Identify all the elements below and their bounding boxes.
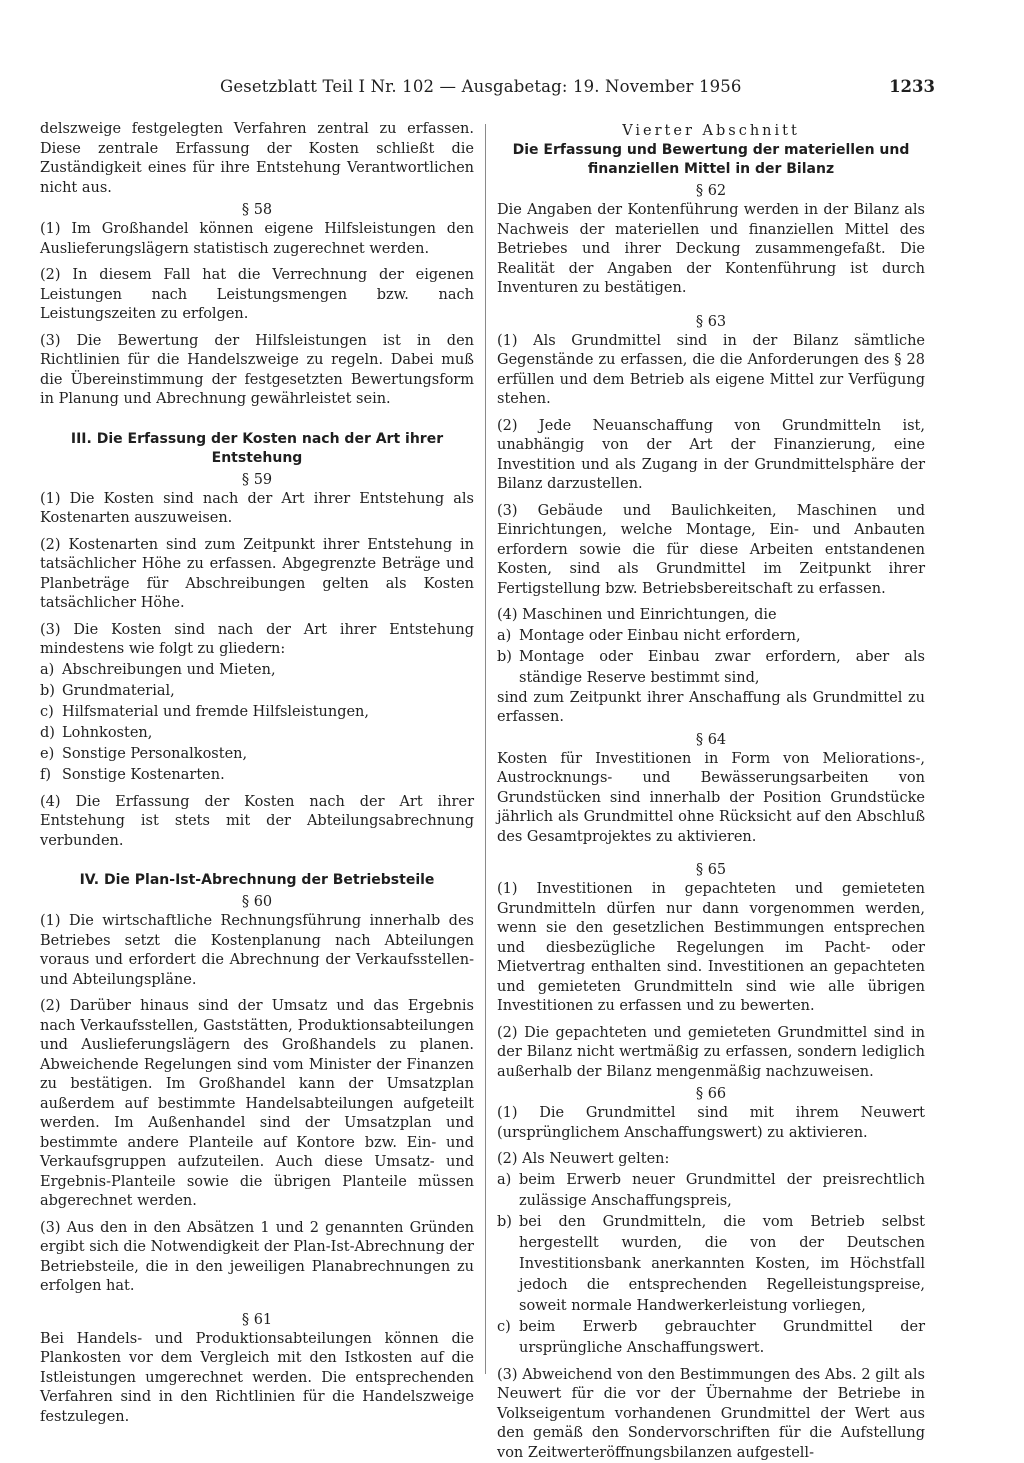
section-heading-62: § 62: [497, 182, 925, 201]
part-title: Die Erfassung und Bewertung der materiellen und finanziellen Mittel in der Bilanz: [497, 141, 925, 179]
paragraph: (2) Als Neuwert gelten:: [497, 1150, 925, 1170]
paragraph: (3) Die Kosten sind nach der Art ihrer Entstehung mindestens wie folgt zu gliedern:: [40, 621, 474, 660]
page-number: 1233: [889, 77, 935, 96]
section-heading-61: § 61: [40, 1311, 474, 1330]
list-item: f) Sonstige Kostenarten.: [40, 765, 474, 786]
section-heading-64: § 64: [497, 731, 925, 750]
header-title: Gesetzblatt Teil I Nr. 102 — Ausgabetag: 19. November 1956: [220, 77, 742, 96]
list-59: [40, 660, 474, 786]
paragraph: (4) Maschinen und Einrichtungen, die: [497, 606, 925, 626]
paragraph: (4) Die Erfassung der Kosten nach der Art ihrer Entstehung ist stets mit der Abteilungsabrechnung verbunden.: [40, 793, 474, 852]
paragraph: (2) Die gepachteten und gemieteten Grundmittel sind in der Bilanz nicht wertmäßig zu erfassen, sondern lediglich außerhalb der Bilanz mengenmäßig nachzuweisen.: [497, 1024, 925, 1083]
paragraph: (2) Jede Neuanschaffung von Grundmitteln ist, unabhängig von der Art der Finanzierung, eine Investition und als Zugang in der Grundmittelsphäre der Bilanz darzustellen.: [497, 417, 925, 495]
paragraph: (3) Abweichend von den Bestimmungen des Abs. 2 gilt als Neuwert für die vor der Übernahme der Betriebe in Volkseigentum vorhandenen Grundmittel der Wert aus den gemäß den Sondervorschriften für die Aufstellung von Zeitwerteröffnungsbilanzen aufgestell-: [497, 1366, 925, 1463]
column-divider: [485, 124, 486, 1374]
section-heading-60: § 60: [40, 893, 474, 912]
paragraph: (2) In diesem Fall hat die Verrechnung der eigenen Leistungen nach Leistungsmengen bzw. nach Leistungszeiten zu erfolgen.: [40, 266, 474, 325]
chapter-heading-iv: IV. Die Plan-Ist-Abrechnung der Betriebsteile: [40, 871, 474, 890]
section-heading-63: § 63: [497, 313, 925, 332]
list-item: a) Montage oder Einbau nicht erfordern,: [497, 626, 925, 647]
page-header: [40, 77, 970, 101]
list-63: [497, 626, 925, 689]
list-item: b) Grundmaterial,: [40, 681, 474, 702]
part-heading: Vierter Abschnitt: [497, 122, 925, 141]
paragraph: (2) Darüber hinaus sind der Umsatz und das Ergebnis nach Verkaufsstellen, Gaststätten, Produktionsabteilungen und Auslieferungslägern des Großhandels zu planen. Abweichende Regelungen sind vom Minister der Finanzen zu bestätigen. Im Großhandel kann der Umsatzplan außerdem auf bestimmte Handelsabteilungen aufgeteilt werden. Im Außenhandel sind der Umsatzplan und bestimmte andere Planteile auf Kontore bzw. Ein- und Verkaufsgruppen aufzuteilen. Auch diese Umsatz- und Ergebnis-Planteile sowie die übrigen Planteile müssen abgerechnet werden.: [40, 997, 474, 1212]
paragraph: Kosten für Investitionen in Form von Meliorations-, Austrocknungs- und Bewässerungsarbeiten von Grundstücken sind innerhalb der Position Grundstücke jährlich als Grundmittel ohne Rücksicht auf den Abschluß des Gesamtprojektes zu aktivieren.: [497, 750, 925, 848]
paragraph: (1) Die Kosten sind nach der Art ihrer Entstehung als Kostenarten auszuweisen.: [40, 490, 474, 529]
list-66: [497, 1170, 925, 1359]
right-column: [497, 120, 925, 1463]
list-item: b) Montage oder Einbau zwar erfordern, aber als ständige Reserve bestimmt sind,: [497, 647, 925, 689]
list-item: a) Abschreibungen und Mieten,: [40, 660, 474, 681]
list-item: e) Sonstige Personalkosten,: [40, 744, 474, 765]
section-heading-66: § 66: [497, 1085, 925, 1104]
list-item: a) beim Erwerb neuer Grundmittel der preisrechtlich zulässige Anschaffungspreis,: [497, 1170, 925, 1212]
paragraph: (1) Investitionen in gepachteten und gemieteten Grundmitteln dürfen nur dann vorgenommen werden, wenn sie den gesetzlichen Bestimmungen entsprechen und diesbezügliche Regelungen im Pacht- oder Mietvertrag enthalten sind. Investitionen an gepachteten und gemieteten Grundmitteln sind wie alle übrigen Investitionen zu erfassen und zu bewerten.: [497, 880, 925, 1017]
paragraph: Die Angaben der Kontenführung werden in der Bilanz als Nachweis der materiellen und finanziellen Mittel des Betriebes und ihrer Deckung zusammengefaßt. Die Realität der Angaben der Kontenführung ist durch Inventuren zu bestätigen.: [497, 201, 925, 299]
paragraph: (1) Die Grundmittel sind mit ihrem Neuwert (ursprünglichem Anschaffungswert) zu aktivieren.: [497, 1104, 925, 1143]
section-heading-58: § 58: [40, 201, 474, 220]
list-item: d) Lohnkosten,: [40, 723, 474, 744]
list-item: c) beim Erwerb gebrauchter Grundmittel der ursprüngliche Anschaffungswert.: [497, 1317, 925, 1359]
paragraph: (3) Aus den in den Absätzen 1 und 2 genannten Gründen ergibt sich die Notwendigkeit der Plan-Ist-Abrechnung der Betriebsteile, die in den jeweiligen Planabrechnungen zu erfolgen hat.: [40, 1219, 474, 1297]
list-item: c) Hilfsmaterial und fremde Hilfsleistungen,: [40, 702, 474, 723]
paragraph: (1) Die wirtschaftliche Rechnungsführung innerhalb des Betriebes setzt die Kostenplanung nach Abteilungen voraus und erfordert die Abrechnung der Verkaufsstellen- und Abteilungspläne.: [40, 912, 474, 990]
paragraph: delszweige festgelegten Verfahren zentral zu erfassen. Diese zentrale Erfassung der Kosten schließt die Zuständigkeit eines für ihre Entstehung Verantwortlichen nicht aus.: [40, 120, 474, 198]
paragraph: (2) Kostenarten sind zum Zeitpunkt ihrer Entstehung in tatsächlicher Höhe zu erfassen. Abgegrenzte Beträge und Planbeträge für Abschreibungen gelten als Kosten tatsächlicher Höhe.: [40, 536, 474, 614]
paragraph: sind zum Zeitpunkt ihrer Anschaffung als Grundmittel zu erfassen.: [497, 689, 925, 728]
paragraph: (3) Die Bewertung der Hilfsleistungen ist in den Richtlinien für die Handelszweige zu regeln. Dabei muß die Übereinstimmung der festgesetzten Bewertungsform in Planung und Abrechnung gewährleistet sein.: [40, 332, 474, 410]
list-item: b) bei den Grundmitteln, die vom Betrieb selbst hergestellt wurden, die von der Deutschen Investitionsbank anerkannten Kosten, im Höchstfall jedoch die entsprechenden Regelleistungspreise, soweit normale Handwerkerleistung vorliegen,: [497, 1212, 925, 1317]
chapter-heading-iii: III. Die Erfassung der Kosten nach der Art ihrer Entstehung: [40, 430, 474, 468]
left-column: [40, 120, 474, 1427]
paragraph: (1) Als Grundmittel sind in der Bilanz sämtliche Gegenstände zu erfassen, die die Anforderungen des § 28 erfüllen und dem Betrieb als eigene Mittel zur Verfügung stehen.: [497, 332, 925, 410]
paragraph: Bei Handels- und Produktionsabteilungen können die Plankosten vor dem Vergleich mit den Istkosten auf die Istleistungen umgerechnet werden. Die entsprechenden Verfahren sind in den Richtlinien für die Handelszweige festzulegen.: [40, 1330, 474, 1428]
paragraph: (1) Im Großhandel können eigene Hilfsleistungen den Auslieferungslägern statistisch zugerechnet werden.: [40, 220, 474, 259]
paragraph: (3) Gebäude und Baulichkeiten, Maschinen und Einrichtungen, welche Montage, Ein- und Anbauten erfordern sowie die für diese Arbeiten entstandenen Kosten, sind als Grundmittel im Zeitpunkt ihrer Fertigstellung bzw. Betriebsbereitschaft zu erfassen.: [497, 502, 925, 600]
section-heading-65: § 65: [497, 861, 925, 880]
section-heading-59: § 59: [40, 471, 474, 490]
